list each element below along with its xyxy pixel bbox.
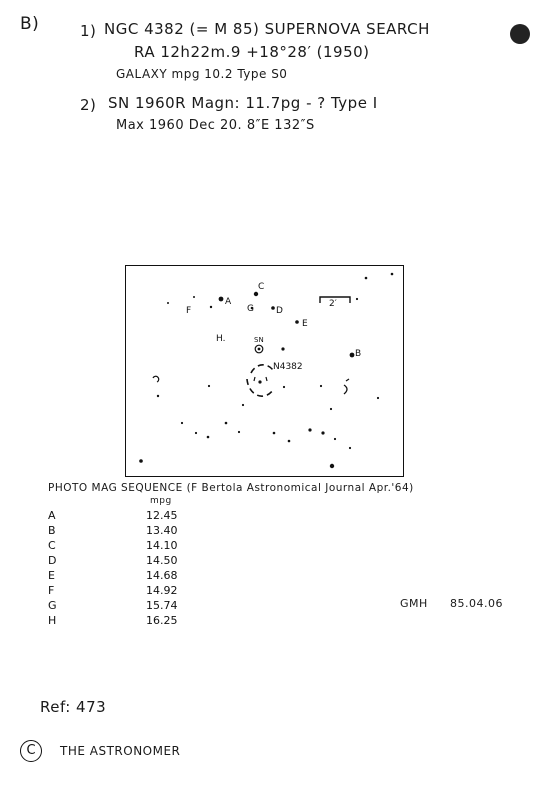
field-star xyxy=(365,277,368,280)
left-feature xyxy=(153,376,159,382)
section-label: B) xyxy=(20,14,40,34)
field-star xyxy=(181,422,183,424)
galaxy-inner-arc xyxy=(254,377,267,381)
field-star xyxy=(391,273,394,276)
sequence-star: B xyxy=(48,524,56,537)
sequence-star: F xyxy=(48,584,55,597)
field-star xyxy=(295,320,299,324)
source-publication: THE ASTRONOMER xyxy=(60,744,181,758)
sequence-star: G xyxy=(48,599,57,612)
field-star xyxy=(308,428,311,431)
sequence-mag: 13.40 xyxy=(146,524,178,537)
field-star xyxy=(377,397,379,399)
sequence-mag: 15.74 xyxy=(146,599,178,612)
field-star xyxy=(271,306,275,310)
field-star xyxy=(242,404,244,406)
scale-bar-label: 2′ xyxy=(329,299,337,309)
field-star xyxy=(356,298,358,300)
field-star xyxy=(225,422,228,425)
field-star xyxy=(321,431,324,434)
field-star xyxy=(207,436,210,439)
sequence-star: H xyxy=(48,614,57,627)
finder-chart xyxy=(125,265,404,477)
corner-mark xyxy=(510,24,530,44)
field-star xyxy=(283,386,285,388)
sequence-row xyxy=(48,554,248,570)
star-label-h: H. xyxy=(216,334,226,344)
sequence-row xyxy=(48,539,248,555)
field-star xyxy=(349,447,351,449)
field-star xyxy=(273,432,276,435)
star-label-f: F xyxy=(186,306,192,316)
field-star xyxy=(167,302,169,304)
sequence-row xyxy=(48,599,248,615)
star-label-c: C xyxy=(258,282,265,292)
supernova-star xyxy=(258,348,261,351)
sequence-mag: 14.50 xyxy=(146,554,178,567)
sequence-row xyxy=(48,524,248,540)
reference-number: Ref: 473 xyxy=(40,698,107,716)
signature-date: 85.04.06 xyxy=(450,597,503,610)
field-star xyxy=(193,296,195,298)
sequence-star: E xyxy=(48,569,55,582)
sequence-mag: 14.10 xyxy=(146,539,178,552)
finder-chart-svg xyxy=(126,266,405,478)
sequence-star: D xyxy=(48,554,57,567)
item2-detail: Max 1960 Dec 20. 8″E 132″S xyxy=(116,118,315,133)
field-star xyxy=(219,297,224,302)
galaxy-nucleus xyxy=(258,380,261,383)
item2-title: SN 1960R Magn: 11.7pg - ? Type I xyxy=(108,94,378,112)
sequence-heading: PHOTO MAG SEQUENCE (F Bertola Astronomical Journal Apr.'64) xyxy=(48,482,414,494)
field-star xyxy=(195,432,197,434)
field-star xyxy=(139,459,143,463)
star-label-b: B xyxy=(355,349,362,359)
field-star xyxy=(288,440,291,443)
field-star xyxy=(238,431,240,433)
sequence-row xyxy=(48,584,248,600)
sequence-mag: 14.92 xyxy=(146,584,178,597)
right-feature-2 xyxy=(346,379,349,381)
sequence-mag: 14.68 xyxy=(146,569,178,582)
sequence-star: C xyxy=(48,539,56,552)
sequence-mag: 12.45 xyxy=(146,509,178,522)
sequence-mag: 16.25 xyxy=(146,614,178,627)
galaxy-label: N4382 xyxy=(273,362,303,372)
field-star xyxy=(254,292,258,296)
star-label-e: E xyxy=(302,319,308,329)
star-label-d: D xyxy=(276,306,283,316)
sequence-row xyxy=(48,509,248,525)
signature-initials: GMH xyxy=(400,597,428,610)
field-star xyxy=(210,306,212,308)
field-star xyxy=(281,347,284,350)
item1-title: NGC 4382 (= M 85) SUPERNOVA SEARCH xyxy=(104,20,430,38)
field-star xyxy=(157,395,159,397)
field-star xyxy=(330,464,334,468)
star-label-a: A xyxy=(225,297,232,307)
field-star xyxy=(208,385,210,387)
item1-number: 1) xyxy=(80,22,97,40)
right-feature xyxy=(344,385,347,394)
item1-coordinates: RA 12h22m.9 +18°28′ (1950) xyxy=(134,43,370,61)
field-star xyxy=(330,408,332,410)
sequence-row xyxy=(48,614,248,630)
sequence-column-header: mpg xyxy=(150,496,172,506)
field-star xyxy=(350,353,355,358)
item2-number: 2) xyxy=(80,96,97,114)
sn-label: SN xyxy=(254,336,264,344)
star-label-g: G xyxy=(247,304,254,314)
item1-galaxy-info: GALAXY mpg 10.2 Type S0 xyxy=(116,67,288,81)
copyright-circle xyxy=(20,740,42,762)
sequence-star: A xyxy=(48,509,56,522)
sequence-row xyxy=(48,569,248,585)
field-star xyxy=(320,385,322,387)
field-star xyxy=(334,438,336,440)
copyright-letter: C xyxy=(26,743,36,758)
field-stars xyxy=(139,273,393,469)
